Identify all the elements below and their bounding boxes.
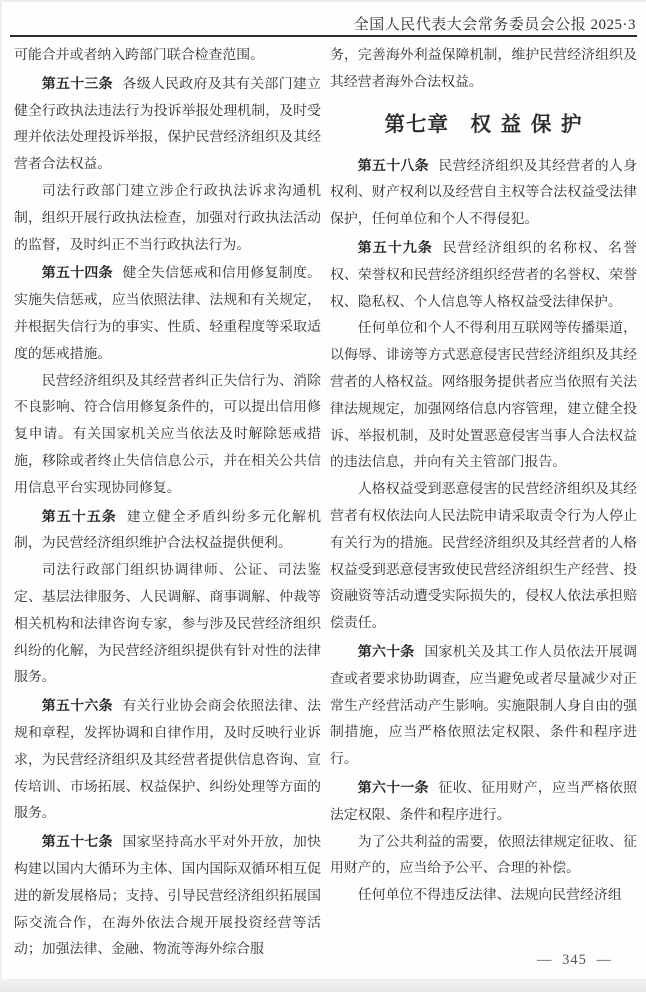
paragraph: 第五十三条 各级人民政府及其有关部门建立健全行政执法违法行为投诉举报处理机制，及时受理并依法处理投诉举报，保护民营经济组织及其经营者合法权益。 [14,74,321,173]
page-left-edge [0,0,2,992]
left-column [14,43,321,964]
right-column [330,43,637,910]
article-number: 第五十五条 [41,507,117,524]
article-number: 第六十条 [357,642,415,659]
page-number: — 345 — [537,952,612,968]
page-bottom-edge [0,979,646,992]
article-number: 第五十三条 [41,74,113,91]
article-number: 第五十八条 [357,156,429,173]
article-number: 第五十六条 [41,697,113,714]
masthead-title: 全国人民代表大会常务委员会公报 2025·3 [353,17,636,33]
article-number: 第五十七条 [41,833,113,850]
paragraph: 任何单位和个人不得利用互联网等传播渠道，以侮辱、诽谤等方式恶意侵害民营经济组织及其经营者的人格权益。网络服务提供者应当依照有关法律法规规定，加强网络信息内容管理，建立健全投诉、举报机制，及时处置恶意侵害当事人合法权益的违法信息，并向有关主管部门报告。 [330,321,637,471]
paragraph: 第五十八条 民营经济组织及其经营者的人身权利、财产权利以及经营自主权等合法权益受法律保护，任何单位和个人不得侵犯。 [330,156,637,228]
chapter-heading: 第七章 权 益 保 护 [384,112,583,136]
paragraph: 第五十六条 有关行业协会商会依照法律、法规和章程，发挥协调和自律作用，及时反映行业诉求，为民营经济组织及其经营者提供信息咨询、宣传培训、市场拓展、权益保护、纠纷处理等方面的服务。 [14,697,321,822]
paragraph: 第五十五条 建立健全矛盾纠纷多元化解机制，为民营经济组织维护合法权益提供便利。 [14,507,321,552]
paragraph: 司法行政部门建立涉企行政执法诉求沟通机制，组织开展行政执法检查，加强对行政执法活动的监督，及时纠正不当行政执法行为。 [14,183,321,253]
article-number: 第五十四条 [41,264,113,281]
article-number: 第六十一条 [357,778,429,795]
page-top-edge [0,0,646,2]
header-rule [10,35,637,37]
paragraph: 第五十九条 民营经济组织的名称权、名誉权、荣誉权和民营经济组织经营者的名誉权、荣誉权、隐私权、个人信息等人格权益受法律保护。 [330,238,637,310]
article-number: 第五十九条 [357,238,433,255]
paragraph: 为了公共利益的需要，依照法律规定征收、征用财产的，应当给予公平、合理的补偿。 [330,834,637,877]
paragraph: 第六十条 国家机关及其工作人员依法开展调查或者要求协助调查，应当避免或者尽量减少对正常生产经营活动产生影响。实施限制人身自由的强制措施，应当严格依照法定权限、条件和程序进行。 [330,642,637,768]
paragraph: 务，完善海外利益保障机制，维护民营经济组织及其经营者海外合法权益。 [330,48,637,90]
paragraph: 第六十一条 征收、征用财产，应当严格依照法定权限、条件和程序进行。 [330,778,637,823]
paragraph: 民营经济组织及其经营者纠正失信行为、消除不良影响、符合信用修复条件的，可以提出信用修复申请。有关国家机关应当依法及时解除惩戒措施，移除或者终止失信信息公示，并在相关公共信用信息平台实现协同修复。 [14,373,321,496]
paragraph: 任何单位不得违反法律、法规向民营经济组 [357,888,622,904]
paragraph: 司法行政部门组织协调律师、公证、司法鉴定、基层法律服务、人民调解、商事调解、仲裁等相关机构和法律咨询专家，参与涉及民营经济组织纠纷的化解，为民营经济组织提供有针对性的法律服务。 [14,563,321,686]
paragraph: 第五十四条 健全失信惩戒和信用修复制度。实施失信惩戒，应当依照法律、法规和有关规定，并根据失信行为的事实、性质、轻重程度等采取适度的惩戒措施。 [14,264,321,362]
paragraph: 可能合并或者纳入跨部门联合检查范围。 [14,48,265,63]
paragraph: 第五十七条 国家坚持高水平对外开放，加快构建以国内大循环为主体、国内国际双循环相互促进的新发展格局；支持、引导民营经济组织拓展国际交流合作，在海外依法合规开展投资经营等活动；加强法律、金融、物流等海外综合服 [14,833,321,958]
paragraph: 人格权益受到恶意侵害的民营经济组织及其经营者有权依法向人民法院申请采取责令行为人停止有关行为的措施。民营经济组织及其经营者的人格权益受到恶意侵害致使民营经济组织生产经营、投资融资等活动遭受实际损失的，侵权人依法承担赔偿责任。 [330,482,637,632]
